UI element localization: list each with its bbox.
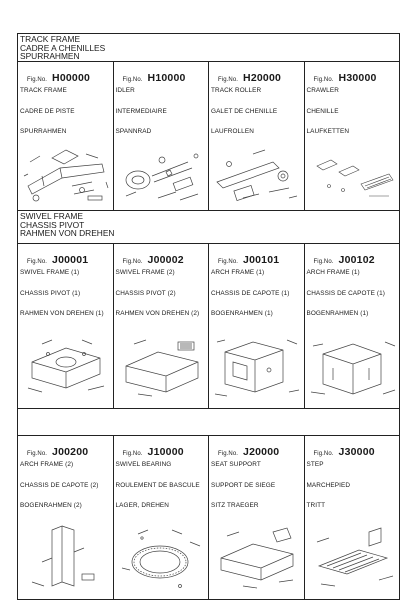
figure-cell-h10000[interactable] bbox=[113, 61, 210, 211]
exploded-view-seat-support bbox=[213, 522, 301, 594]
part-name-en: SWIVEL FRAME (2) bbox=[115, 269, 175, 276]
part-name-fr: CHASSIS PIVOT (1) bbox=[20, 290, 81, 297]
part-name-en: SWIVEL BEARING bbox=[115, 461, 172, 468]
part-name-en: SWIVEL FRAME (1) bbox=[20, 269, 80, 276]
fig-number bbox=[218, 250, 279, 268]
fig-label: Fig.No. bbox=[27, 77, 48, 83]
part-name-en: ARCH FRAME (1) bbox=[306, 269, 360, 276]
part-name-fr: CHASSIS PIVOT (2) bbox=[115, 290, 176, 297]
fig-number bbox=[314, 250, 375, 268]
fig-label: Fig.No. bbox=[122, 77, 143, 83]
section-title-fr: CADRE A CHENILLES bbox=[20, 42, 106, 53]
section-title-fr: CHASSIS PIVOT bbox=[20, 219, 85, 230]
fig-label: Fig.No. bbox=[313, 259, 334, 265]
exploded-view-arch-frame-1 bbox=[213, 332, 301, 402]
part-name-fr: CHASSIS DE CAPOTE (2) bbox=[20, 482, 99, 489]
figure-cell-j00002[interactable] bbox=[113, 243, 210, 409]
fig-label: Fig.No. bbox=[218, 77, 239, 83]
fig-number bbox=[314, 68, 377, 86]
figure-cell-j20000[interactable] bbox=[208, 435, 305, 600]
fig-code: H10000 bbox=[147, 72, 186, 84]
part-name-de: RAHMEN VON DREHEN (1) bbox=[20, 310, 104, 317]
fig-code: J10000 bbox=[147, 446, 184, 458]
figure-cell-j00101[interactable] bbox=[208, 243, 305, 409]
fig-label: Fig.No. bbox=[122, 259, 143, 265]
figure-cell-j10000[interactable] bbox=[113, 435, 210, 600]
fig-label: Fig.No. bbox=[122, 451, 143, 457]
fig-label: Fig.No. bbox=[218, 451, 239, 457]
fig-code: J20000 bbox=[243, 446, 280, 458]
fig-number bbox=[27, 442, 88, 460]
part-name-en: CRAWLER bbox=[306, 87, 339, 94]
fig-number bbox=[27, 68, 90, 86]
fig-code: J00002 bbox=[147, 254, 184, 266]
part-name-en: ARCH FRAME (2) bbox=[20, 461, 74, 468]
part-name-de: BOGENRAHMEN (2) bbox=[20, 502, 82, 509]
part-name-fr: INTERMEDIAIRE bbox=[115, 108, 167, 115]
figure-cell-h00000[interactable] bbox=[17, 61, 114, 211]
part-name-fr: CHASSIS DE CAPOTE (1) bbox=[306, 290, 385, 297]
fig-code: H20000 bbox=[243, 72, 282, 84]
fig-label: Fig.No. bbox=[218, 259, 239, 265]
part-name-fr: ROULEMENT DE BASCULE bbox=[115, 482, 200, 489]
exploded-view-swivel-frame-1 bbox=[22, 332, 110, 402]
exploded-view-crawler bbox=[309, 146, 397, 208]
figure-cell-j00102[interactable] bbox=[304, 243, 401, 409]
parts-catalog-sheet bbox=[17, 33, 400, 600]
fig-code: J00101 bbox=[243, 254, 280, 266]
fig-code: J00102 bbox=[338, 254, 375, 266]
part-name-fr: CHASSIS DE CAPOTE (1) bbox=[211, 290, 290, 297]
fig-label: Fig.No. bbox=[313, 77, 334, 83]
figure-cell-h20000[interactable] bbox=[208, 61, 305, 211]
figure-cell-j00001[interactable] bbox=[17, 243, 114, 409]
part-name-de: LAUFKETTEN bbox=[306, 128, 350, 135]
part-name-fr: GALET DE CHENILLE bbox=[211, 108, 278, 115]
figure-cell-h30000[interactable] bbox=[304, 61, 401, 211]
fig-code: J00001 bbox=[52, 254, 89, 266]
fig-code: J00200 bbox=[52, 446, 89, 458]
part-name-de: SPURRAHMEN bbox=[20, 128, 67, 135]
part-name-fr: SUPPORT DE SIEGE bbox=[211, 482, 276, 489]
fig-label: Fig.No. bbox=[27, 259, 48, 265]
figure-row-1 bbox=[17, 62, 400, 211]
fig-label: Fig.No. bbox=[27, 451, 48, 457]
section-title-de: RAHMEN VON DREHEN bbox=[20, 228, 115, 239]
part-name-de: BOGENRAHMEN (1) bbox=[306, 310, 369, 317]
part-name-en: SEAT SUPPORT bbox=[211, 461, 261, 468]
section-header-blank bbox=[17, 408, 400, 436]
section-header-track-frame bbox=[17, 33, 400, 62]
fig-code: J30000 bbox=[338, 446, 375, 458]
fig-code: H30000 bbox=[338, 72, 377, 84]
fig-number bbox=[314, 442, 375, 460]
exploded-view-track-roller bbox=[213, 146, 301, 208]
part-name-en: TRACK ROLLER bbox=[211, 87, 262, 94]
fig-number bbox=[218, 68, 281, 86]
part-name-de: RAHMEN VON DREHEN (2) bbox=[115, 310, 200, 317]
section-title-en: TRACK FRAME bbox=[20, 34, 81, 44]
part-name-en: IDLER bbox=[115, 87, 135, 94]
part-name-de: SPANNRAD bbox=[115, 128, 152, 135]
part-name-en: ARCH FRAME (1) bbox=[211, 269, 265, 276]
exploded-view-arch-frame-2 bbox=[22, 522, 110, 594]
fig-number bbox=[123, 442, 184, 460]
part-name-de: TRITT bbox=[306, 502, 326, 509]
part-name-de: LAGER, DREHEN bbox=[115, 502, 170, 509]
exploded-view-swivel-bearing bbox=[118, 522, 206, 594]
figure-cell-j00200[interactable] bbox=[17, 435, 114, 600]
part-name-en: STEP bbox=[306, 461, 324, 468]
part-name-de: SITZ TRAEGER bbox=[211, 502, 259, 509]
part-name-de: BOGENRAHMEN (1) bbox=[211, 310, 273, 317]
figure-row-2 bbox=[17, 244, 400, 409]
fig-number bbox=[123, 68, 186, 86]
fig-code: H00000 bbox=[52, 72, 91, 84]
fig-number bbox=[218, 442, 279, 460]
section-header-swivel-frame bbox=[17, 211, 400, 244]
exploded-view-swivel-frame-2 bbox=[118, 332, 206, 402]
section-title-de: SPURRAHMEN bbox=[20, 51, 80, 62]
part-name-fr: MARCHEPIED bbox=[306, 482, 351, 489]
exploded-view-track-frame bbox=[22, 146, 110, 208]
exploded-view-idler bbox=[118, 146, 206, 208]
exploded-view-step bbox=[309, 522, 397, 594]
figure-cell-j30000[interactable] bbox=[304, 435, 401, 600]
part-name-fr: CADRE DE PISTE bbox=[20, 108, 75, 115]
part-name-fr: CHENILLE bbox=[306, 108, 339, 115]
figure-row-3 bbox=[17, 436, 400, 600]
exploded-view-arch-frame-1b bbox=[309, 332, 397, 402]
part-name-en: TRACK FRAME bbox=[20, 87, 67, 94]
fig-label: Fig.No. bbox=[313, 451, 334, 457]
fig-number bbox=[123, 250, 184, 268]
fig-number bbox=[27, 250, 88, 268]
section-title-en: SWIVEL FRAME bbox=[20, 211, 83, 221]
part-name-de: LAUFROLLEN bbox=[211, 128, 254, 135]
